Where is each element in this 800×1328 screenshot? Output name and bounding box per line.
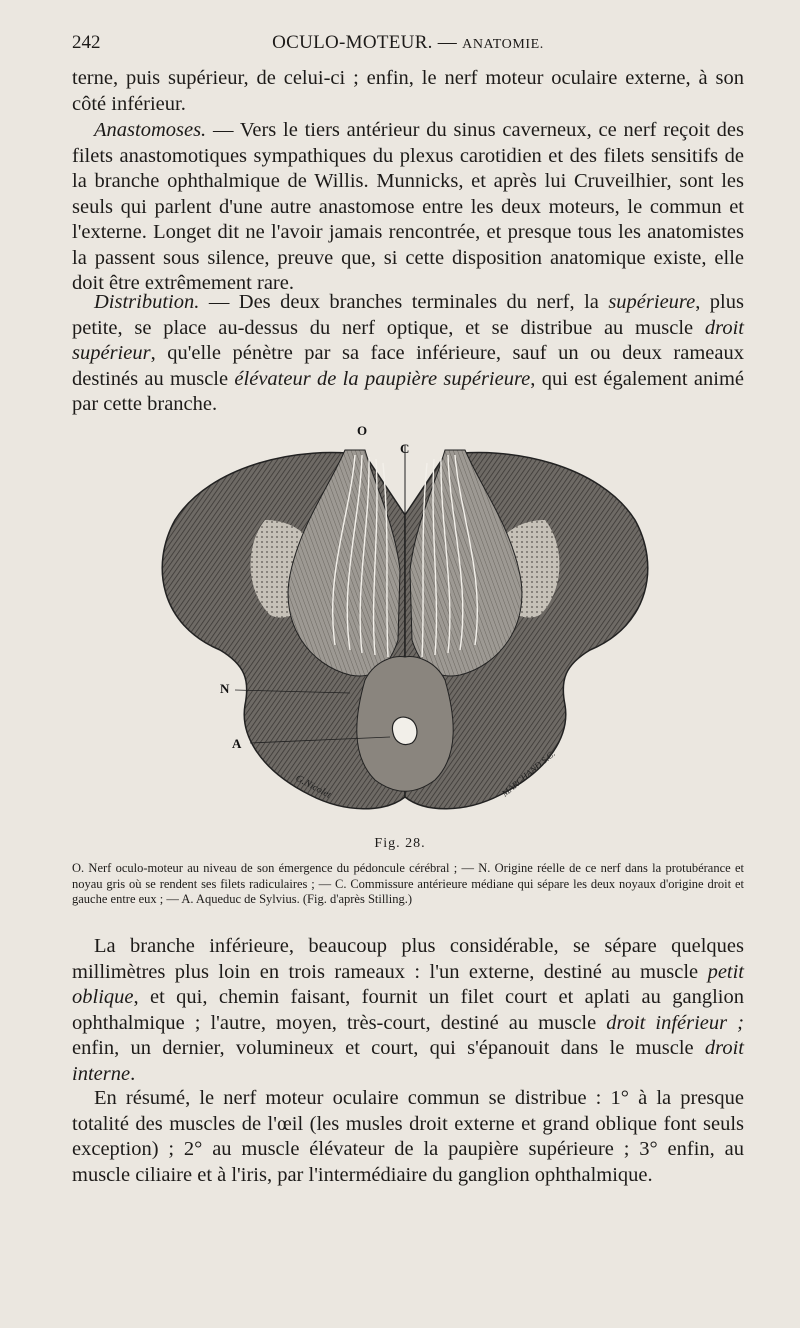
- aqueduct: [392, 717, 416, 744]
- inferior-text-4: .: [130, 1062, 136, 1085]
- section-lead-anastomoses: Anastomoses.: [94, 119, 207, 141]
- distribution-italic-3: élévateur de la paupière supérieure: [234, 367, 531, 390]
- inferior-italic-1: petit oblique: [72, 960, 744, 1008]
- engraver-right: MARCHAND.S.C.: [499, 748, 558, 799]
- figure-number: Fig. 28.: [374, 836, 426, 851]
- section-lead-distribution: Distribution.: [94, 291, 200, 313]
- distribution-text-2: , plus petite, se place au-dessus du nerf optique, et se distribue au muscle: [72, 291, 744, 339]
- distribution-text-4: , qui est également animé par cette branche.: [72, 367, 744, 415]
- anatomical-figure: [150, 425, 660, 835]
- inferior-text-3: enfin, un dernier, volumineux et court, qui s'épanouit dans le muscle: [72, 1037, 705, 1059]
- paragraph-distribution: [72, 290, 744, 418]
- inferior-italic-3: droit interne: [72, 1037, 744, 1085]
- distribution-italic-2: droit supérieur: [72, 316, 744, 364]
- distribution-italic-1: supérieure: [608, 291, 696, 313]
- paragraph-anastomoses: [72, 118, 744, 297]
- label-c: C: [400, 441, 410, 456]
- inferior-text-2: , et qui, chemin faisant, fournit un filet court et aplati au ganglion ophthalmique ; l'autre, moyen, très-court, destiné au muscle: [72, 986, 744, 1034]
- paragraph-summary: En résumé, le nerf moteur oculaire commun se distribue : 1° à la presque totalité des muscles de l'œil (les musles droit externe et grand oblique font seuls exception) ; 2° au muscle élévateur de la paupière supérieure ; 3° enfin, au muscle ciliaire et à l'iris, par l'intermédiaire du ganglion ophthalmique.: [72, 1087, 744, 1186]
- figure-caption: O. Nerf oculo-moteur au niveau de son émergence du pédoncule cérébral ; — N. Origine réelle de ce nerf dans la protubérance et noyau gris où se rendent ses filets radiculaires ; — C. Commissure antérieure médiane qui sépare les deux noyaux d'origine droit et gauche entre eux ; — A. Aqueduc de Sylvius. (Fig. d'après Stilling.): [72, 861, 744, 906]
- label-o: O: [357, 425, 368, 438]
- label-n: N: [220, 681, 230, 696]
- page-number: 242: [72, 32, 101, 53]
- distribution-text-3: , qu'elle pénètre par sa face inférieure, sauf un ou deux rameaux destinés au muscle: [72, 342, 744, 390]
- running-title-main: OCULO-MOTEUR. —: [272, 32, 458, 53]
- paragraph-inferior-branch: [72, 934, 744, 1087]
- distribution-text-1: — Des deux branches terminales du nerf, la: [199, 291, 609, 313]
- label-a: A: [232, 736, 242, 751]
- inferior-text-1: La branche inférieure, beaucoup plus considérable, se sépare quelques millimètres plus loin en trois rameaux : l'un externe, destiné au muscle: [72, 935, 744, 983]
- inferior-italic-2: droit inférieur ;: [606, 1011, 744, 1034]
- running-title: [72, 32, 744, 54]
- engraver-left: G.Nicolet: [293, 772, 333, 801]
- running-title-sub: ANATOMIE.: [462, 37, 544, 52]
- anastomoses-text: — Vers le tiers antérieur du sinus caverneux, ce nerf reçoit des filets anastomotiques sympathiques du plexus carotidien et des filets sensitifs de la branche ophthalmique de Willis. Munnicks, et après lui Cruveilhier, sont les seuls qui parlent d'une autre anastomose entre les deux moteurs, le commun et l'externe. Longet dit ne l'avoir jamais rencontrée, et presque tous les anatomistes la passent sous silence, preuve que, si cette disposition anatomique existe, elle doit être extrêmement rare.: [72, 119, 744, 294]
- page-header: [72, 32, 744, 56]
- paragraph-continuation: terne, puis supérieur, de celui-ci ; enfin, le nerf moteur oculaire externe, à son côté inférieur.: [72, 67, 744, 115]
